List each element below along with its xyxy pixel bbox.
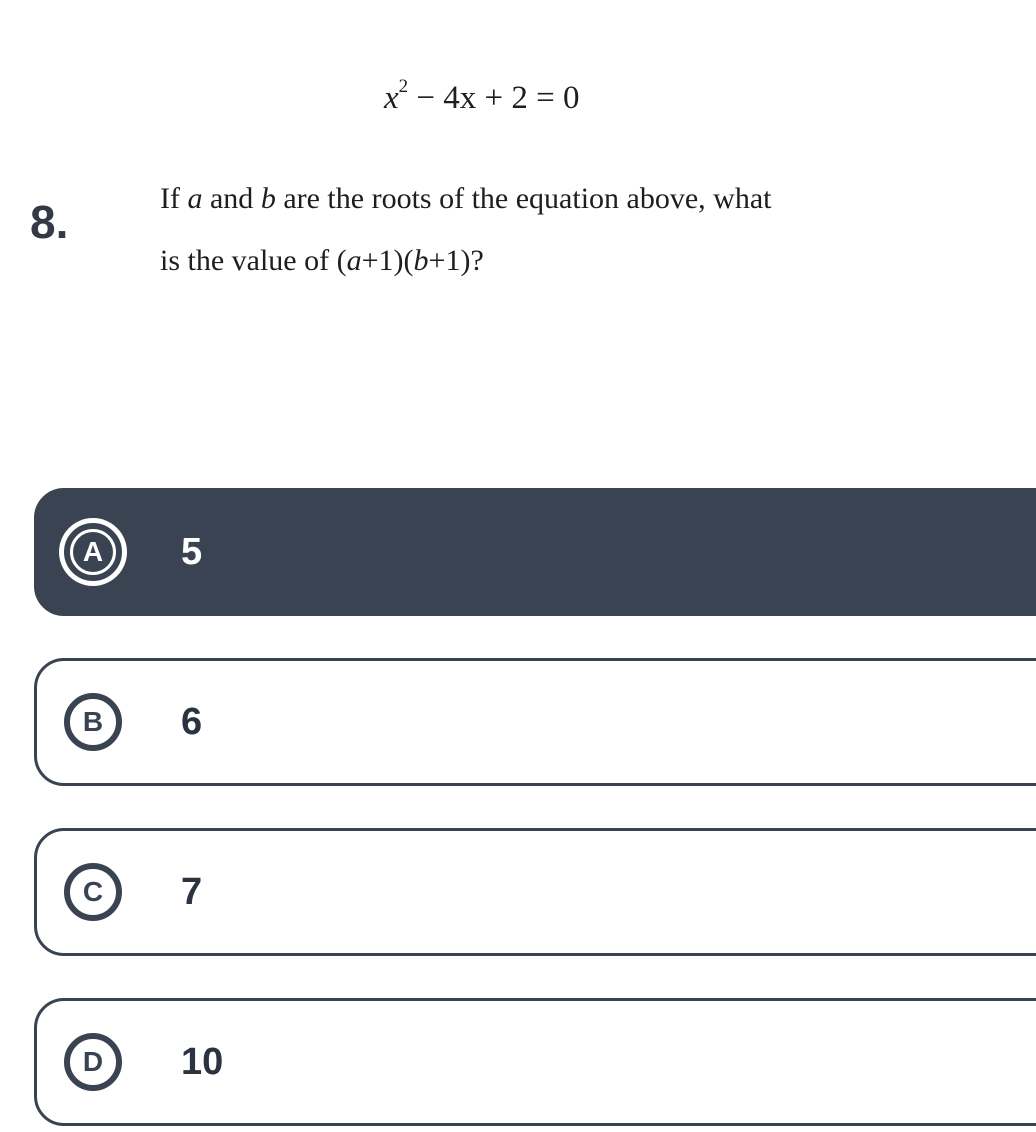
equation-rest: − 4x + 2 = 0 [408,80,580,116]
text-fragment: If [160,182,188,215]
text-fragment: and [202,182,261,215]
expression-fragment: ( [336,244,347,277]
equation-exponent: 2 [398,76,409,97]
text-fragment: is the value of [160,244,337,277]
option-value-c: 7 [181,870,203,913]
answer-option-b[interactable] [34,658,1036,786]
option-value-d: 10 [181,1040,224,1083]
option-badge [64,863,122,921]
option-badge [64,523,122,581]
expression-fragment: +1)( [361,244,414,277]
answer-option-c[interactable] [34,828,1036,956]
option-value-a: 5 [181,530,203,573]
question-number: 8. [30,196,69,248]
text-fragment: ? [470,244,484,277]
option-value-b: 6 [181,700,203,743]
equation-variable: x [384,80,399,116]
answer-option-d[interactable] [34,998,1036,1126]
option-letter-a: A [73,532,113,572]
text-fragment: are the roots of the equation above, what [275,182,772,215]
variable-b: b [260,182,276,215]
option-letter-b: B [64,693,122,751]
question-line-2 [160,230,1020,292]
option-badge [64,693,122,751]
answer-option-a[interactable] [34,488,1036,616]
equation [384,66,580,123]
variable-b: b [413,244,429,277]
option-letter-d: D [64,1033,122,1091]
variable-a: a [187,182,203,215]
question-text [160,168,1020,292]
question-line-1 [160,168,1020,230]
variable-a: a [346,244,362,277]
option-badge [64,1033,122,1091]
option-letter-c: C [64,863,122,921]
expression-fragment: +1) [428,244,471,277]
